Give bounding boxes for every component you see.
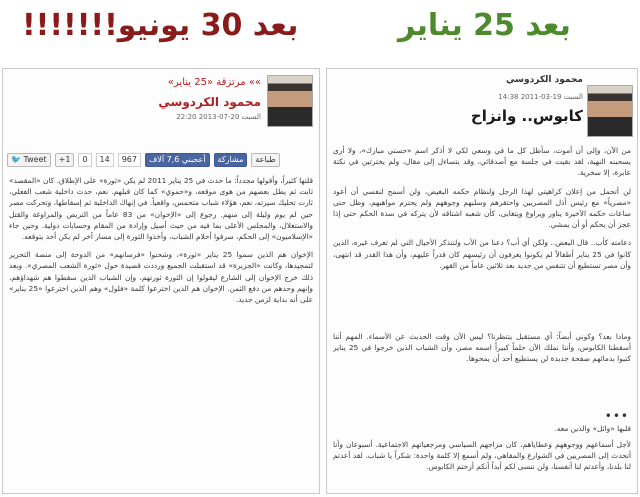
- article-clip-after-january-25: [326, 68, 638, 494]
- share-count: 14: [96, 153, 114, 167]
- article-clip-after-june-30: [2, 68, 320, 494]
- article-author: محمود الكردوسي: [506, 75, 583, 85]
- article-paragraph: دعامته كأب.. قال البعض.. ولكن أي أب؟ دعنا من الأب ولنتذكر الأجيال التي لم تعرف غيره، الذين كانوا في 25 يناير أطفالاً لم يكونوا يعرفون أن رئيسهم كان قدراً عليهم، وأن هذا القدر قد انتهى، وأن مصر تستطيع أن تتنفس من جديد بعد ثلاثين عاماً من القهر.: [333, 238, 631, 270]
- article-body: [9, 175, 313, 491]
- author-photo: [587, 85, 633, 137]
- headline-after-june-30: بعد 30 يونيو!!!!!!!: [22, 8, 299, 43]
- article-title: كابوس.. وانزاح: [470, 107, 583, 125]
- like-button[interactable]: أعجبني 7,6 آلاف: [145, 153, 210, 167]
- article-paragraph: من الآن، وإلى أن أموت، سأظل كل ما في وسعي لكي لا أذكر اسم «حسني مبارك»، ولا أرى يسحبنه النهية، لقد بقيت في جلسة مع أصدقائي، وقد يتساءل إلى مقال، ولم يخترتين في نكتة عابرة، إلا سخرية.: [333, 146, 631, 178]
- article-paragraph: قلتها كثيراً، وأقولها مجدداً: ما حدث في 25 يناير 2011 لم يكن «ثورة» على الإطلاق. كان «المقصد» ثابت ثم يطل بعضهم من هوى موقعه، و«حموي» كما كان قبلهم. نعم، حدث داخلية شعب الفعلي، ثارت تحليك سيرته، نعم، هؤلاء شباب متحمس، واقعياً. في إنهاك الداخلية ثم إسقاطها، وتحركت مصر حين لم يوم وليلة إلى منهم. رجوع إلى «الإخوان» من 83 عاماً من التربص والمراوغة والقتل والاستغلال، والمجلس الأعلى بما فيه من حيث أصيل وإرادة من المقام وحسابات دولية. وحين جاء «الإسلاميون» إلى الحكم، سرقوا أحلام الشباب، وأخذوا الثورة إلى مسار آخر لم يكن أحد يتوقعه.: [9, 176, 313, 242]
- article-subhead: [333, 423, 631, 435]
- article-date: السبت 20-07-2013 22:20: [176, 113, 261, 121]
- gplus-count: 0: [78, 153, 91, 167]
- article-body: [333, 145, 631, 321]
- article-body-continued: [333, 331, 631, 407]
- article-paragraph: ومادا بعد؟ وكوني أيضاً: أي مستقبل ينتظرنا؟ ليس الآن وقت الحديث عن الأسماء. المهم أننا أسقطنا الكابوس، وأننا نملك الآن حلماً كبيراً اسمه مصر، وأن الشباب الذين خرجوا في 25 يناير كتبوا بدمائهم صفحة جديدة لن يستطيع أحد أن يمحوها.: [333, 332, 631, 364]
- like-count: 967: [118, 153, 141, 167]
- tweet-button[interactable]: 🐦 Tweet: [7, 153, 51, 167]
- headline-after-january-25: بعد 25 يناير: [398, 8, 571, 43]
- print-button[interactable]: طباعة: [251, 153, 279, 167]
- share-bar: [7, 153, 280, 167]
- article-date: السبت 19-03-2011 14:38: [498, 93, 583, 101]
- article-body-final: [333, 439, 631, 491]
- gplus-button[interactable]: +1: [55, 153, 75, 167]
- article-paragraph: لن أتحمل من إعلان كراهيتي لهذا الرجل ولنظام حكمه البغيض، ولن أسمح لنفسي أن أعود «مصرياً» مع رئيس أذل المصريين واحتقرهم وسلبهم وجوههم ولم يحترم مواهبهم، وظل حتى ساعات حكمه الأخيرة يناور ويراوغ ويتغابى، كأن شعبه اشتاقه لأن يتركه في سدة الحكم حتى إذا عجز أن يحكم أو أن يمشي.: [333, 186, 631, 230]
- article-tag: »» مرتزقة «25 يناير»: [167, 77, 261, 88]
- section-separator: •••: [604, 409, 629, 423]
- article-paragraph: قلبها «وائل» والذين معه.: [554, 424, 631, 433]
- article-paragraph: لأجل أسماعهم ووجوههم وعطاياهم، كان مزاجهم السياسي ومرجعياتهم الاجتماعية. أسبوعان وأنا أتحدث إلى المصريين في الشوارع والمقاهي، ولم أسمع إلا كلمة واحدة: شكراً يا شباب. لقد أعدتم لنا بلدنا، وأعدتم لنا أنفسنا، ولن ننسى لكم أبداً أنكم أزحتم الكابوس.: [333, 440, 631, 472]
- article-paragraph: الإخوان هم الذين سموا 25 يناير «ثورة»، وشحنوا «فرسانهم» من الدوحة إلى منصة التحرير لتمجيدها، وكانت «الجزيرة» قد استقبلت الجميع ورددت قصيدة حول «ثورة الشعب المصري». وبعد ذلك خرج الإخوان إلى الشارع ليقولوا إن الثورة ثورتهم، وإن الشباب الذين سقطوا هم شهداؤهم، وإنهم وحدهم من دفع الثمن. الإخوان هم الذين اخترعوا كلمة «فلول» وهم الذين اخترعوا «25 يناير» على أنه بداية لزمن جديد.: [9, 250, 313, 305]
- facebook-share-button[interactable]: مشاركة: [214, 153, 248, 167]
- article-author: محمود الكردوسي: [158, 95, 261, 109]
- author-photo: [267, 75, 313, 127]
